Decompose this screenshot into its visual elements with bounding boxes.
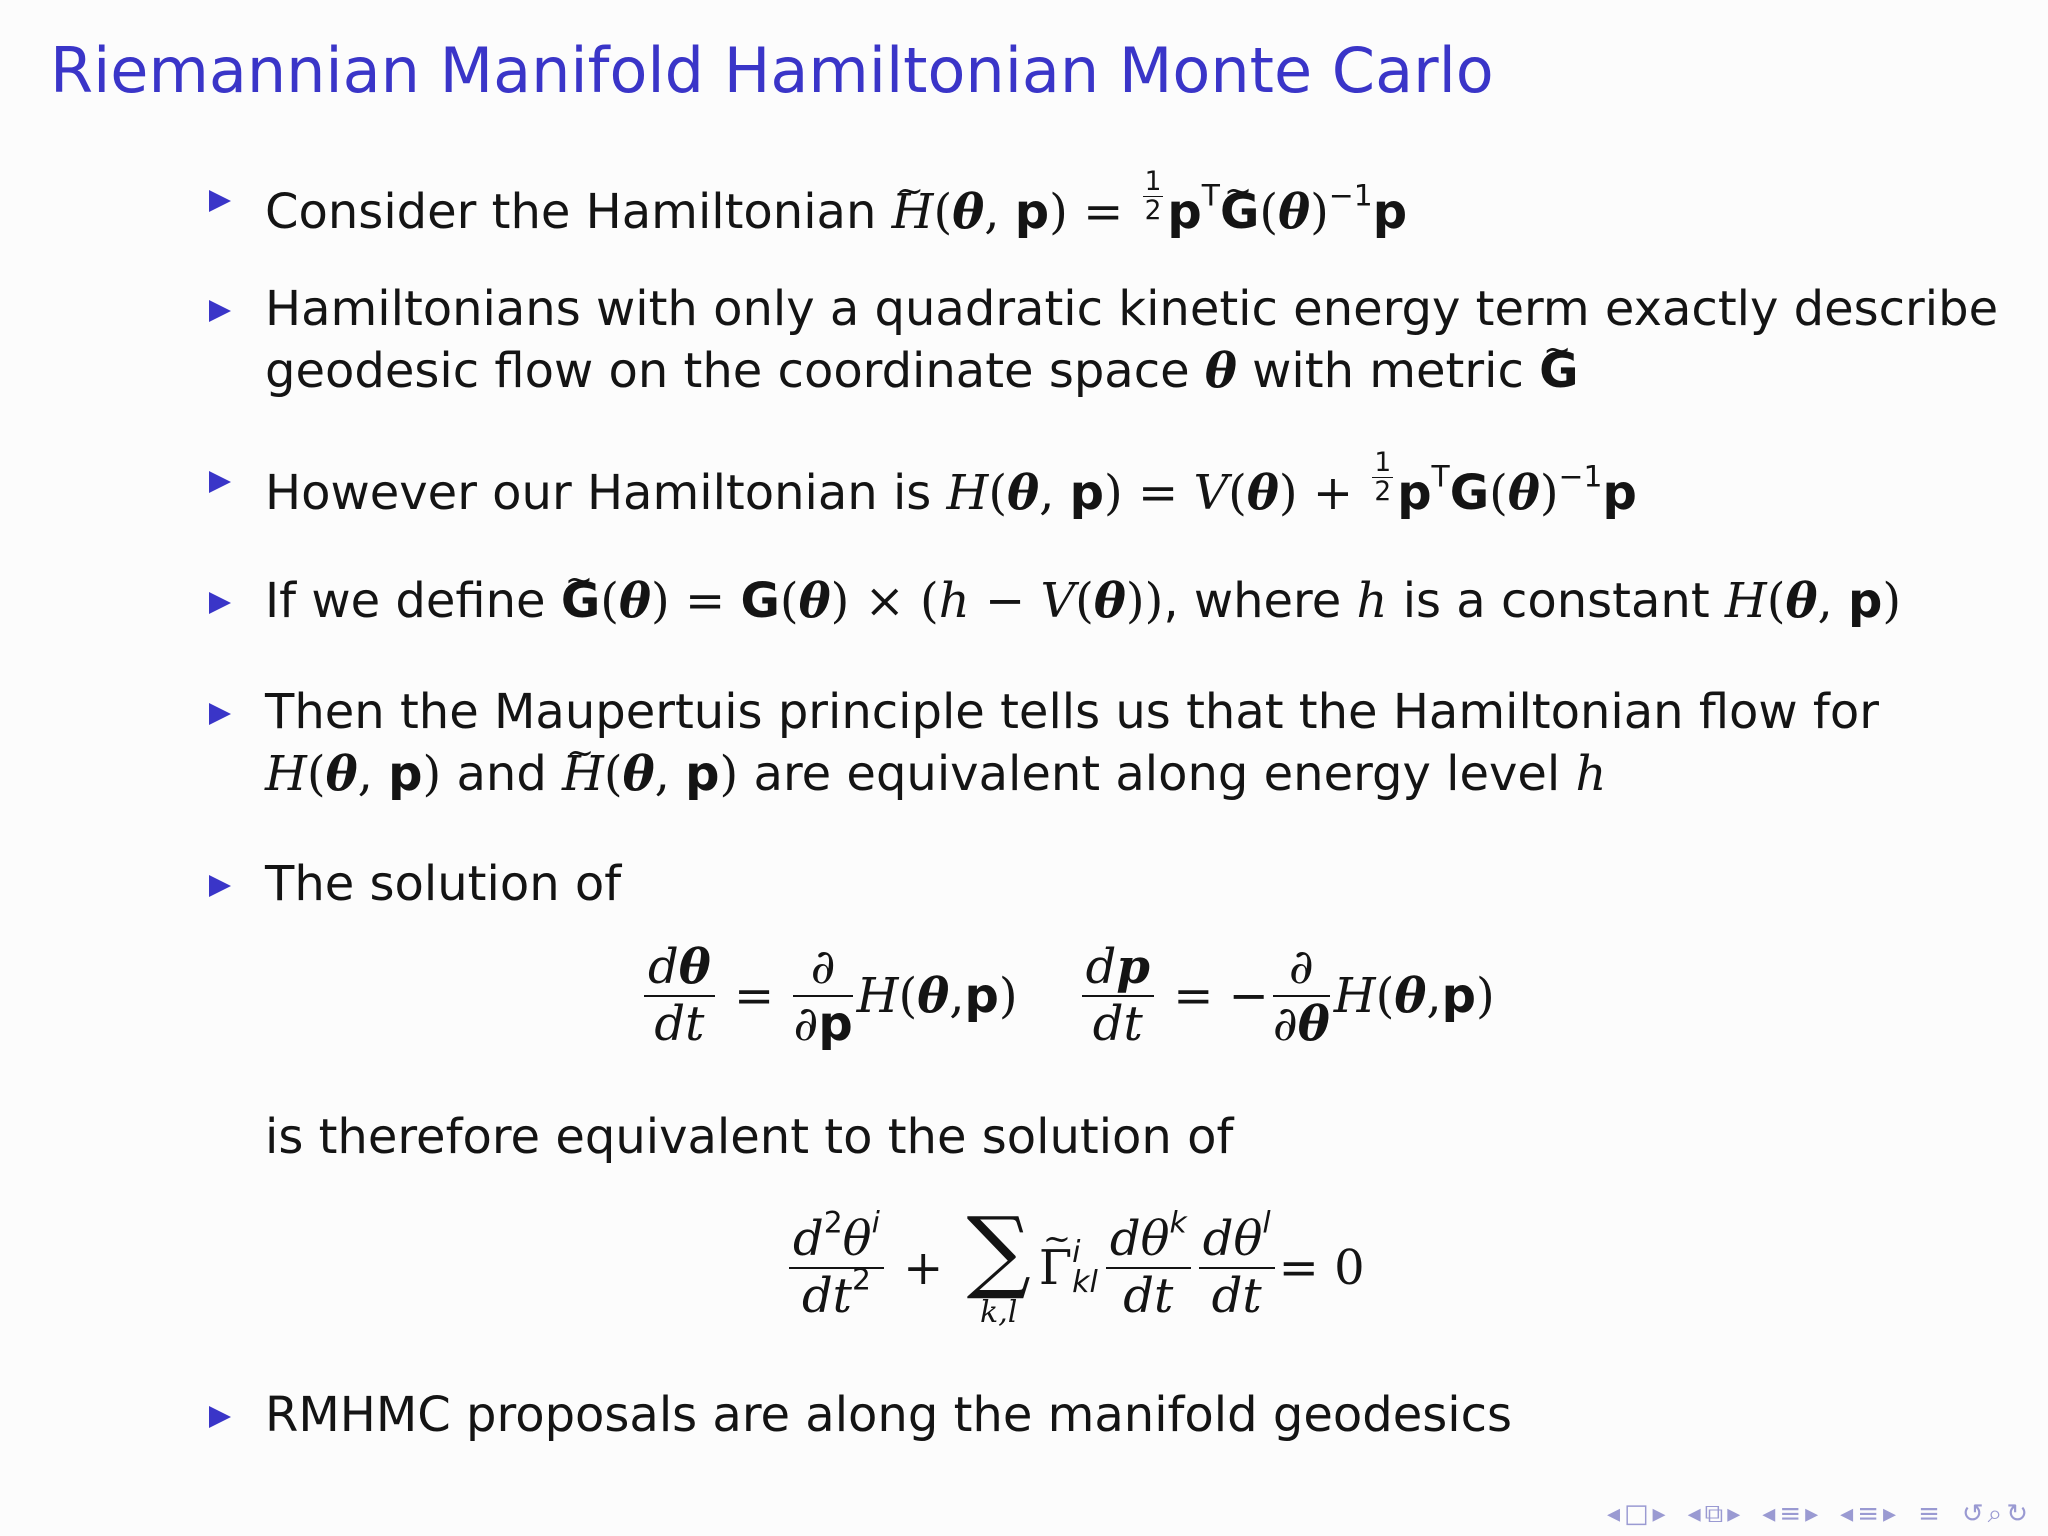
slide-title: Riemannian Manifold Hamiltonian Monte Carlo [50, 34, 1494, 107]
hamilton-equations: $\frac{d\theta}{dt}$ = $\frac{\partial}{\partial p}$ H ( θ , p ) $\frac{dp}{dt}$ = − $\frac{\partial}{\partial\theta}$ H ( θ , p ) [640, 940, 1495, 1052]
nav-subsection-icon[interactable]: ◂≡▸ [1840, 1499, 1901, 1529]
bullet-7: RMHMC proposals are along the manifold geodesics [265, 1384, 1512, 1446]
nav-section-icon[interactable]: ◂≡▸ [1762, 1499, 1823, 1529]
bullet-3: However our Hamiltonian is H(θ, p) = V(θ) + $\frac{1}{2}$ $p^TG(\theta)^{-1}p$ [265, 449, 1637, 524]
bullet-1: Consider the Hamiltonian H ~(θ, p) = $\frac{1}{2}$ $p^TG$ $\sim(\theta)^{-1}p$ [265, 168, 1407, 243]
search-icon[interactable]: ↺⌕↻ [1961, 1499, 2032, 1529]
geodesic-equation: $\frac{d^2\theta^i}{dt^2}$ + ∑ k,l Γ ~ i kl $\frac{d\theta^k}{dt}$ $\frac{d\theta^l}{dt}$ = 0 [785, 1206, 1365, 1330]
bullet-marker-icon [209, 1406, 231, 1428]
bullet-5: Then the Maupertuis principle tells us that the Hamiltonian flow for H(θ, p) and H ~(θ, p) are equivalent along energy level h [265, 681, 1879, 805]
align-icon[interactable]: ≡ [1918, 1499, 1944, 1529]
bullet-marker-icon [209, 190, 231, 212]
bullet-6: The solution of [265, 853, 621, 915]
bullet-6-continued: is therefore equivalent to the solution of [265, 1109, 1234, 1165]
nav-frame-icon[interactable]: ◂⧉▸ [1687, 1499, 1745, 1529]
nav-prev-frame-icon[interactable]: ◂□▸ [1606, 1499, 1670, 1529]
bullet-4: If we define G ~(θ) = G(θ) × (h − V(θ)), where h is a constant H(θ, p) [265, 570, 1901, 632]
bullet-marker-icon [209, 703, 231, 725]
bullet-marker-icon [209, 592, 231, 614]
bullet-marker-icon [209, 875, 231, 897]
bullet-2: Hamiltonians with only a quadratic kinetic energy term exactly describe geodesic flow on the coordinate space θ with metric G ~ [265, 278, 1998, 402]
bullet-marker-icon [209, 300, 231, 322]
bullet-marker-icon [209, 471, 231, 493]
beamer-navigation [1607, 1499, 2032, 1530]
